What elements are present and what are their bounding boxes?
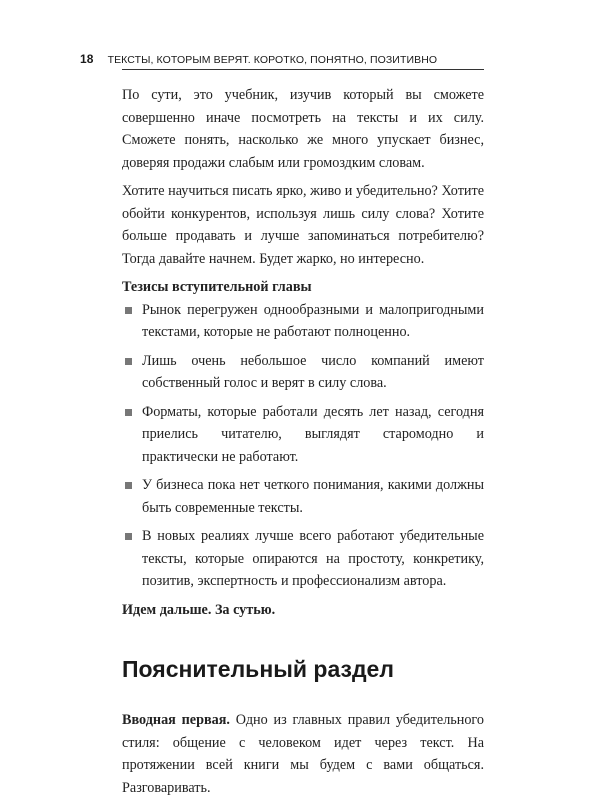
body-paragraph-2: Хотите научиться писать ярко, живо и убедительно? Хотите обойти конкурентов, используя лишь силу слова? Хотите больше продавать и лучше запоминаться потребителю? Тогда давайте начнем. Будет жарко, но интересно. [122,183,484,267]
header-rule [122,69,484,70]
list-item-text: В новых реалиях лучше всего работают убедительные тексты, которые опираются на простоту, конкретику, позитив, экспертность и профессионализм автора. [142,528,484,589]
running-title: ТЕКСТЫ, КОТОРЫМ ВЕРЯТ. КОРОТКО, ПОНЯТНО, ПОЗИТИВНО [107,54,438,66]
square-bullet-icon [125,409,132,416]
list-item-text: Рынок перегружен однообразными и малопригодными текстами, которые не работают полноценно. [142,301,484,340]
square-bullet-icon [125,358,132,365]
list-item-text: Лишь очень небольшое число компаний имеют собственный голос и верят в силу слова. [142,352,484,391]
theses-list [122,299,484,593]
intro-text: Одно из главных правил убедительного стиля: общение с человеком идет через текст. На протяжении всей книги мы будем с вами общаться. Разговаривать. [122,712,484,796]
list-item [122,350,484,395]
running-header [80,52,482,66]
list-item-text: Форматы, которые работали десять лет назад, сегодня приелись читателю, выглядят старомодно и практически не работают. [142,403,484,465]
list-item [122,474,484,519]
closing-line: Идем дальше. За сутью. [122,601,276,618]
theses-title: Тезисы вступительной главы [122,279,312,295]
section-heading: Пояснительный раздел [122,656,394,682]
body-paragraph-1: По сути, это учебник, изучив который вы сможете совершенно иначе посмотреть на тексты и их силу. Сможете понять, насколько же много упускает бизнес, доверяя продажи слабым или громоздким словам. [122,87,484,171]
list-item [122,299,484,344]
intro-paragraph [122,709,484,799]
page-number: 18 [80,52,94,66]
list-item-text: У бизнеса пока нет четкого понимания, какими должны быть современные тексты. [142,477,484,516]
page-content [122,84,484,799]
list-item [122,525,484,593]
square-bullet-icon [125,307,132,314]
square-bullet-icon [125,533,132,540]
square-bullet-icon [125,482,132,489]
list-item [122,401,484,469]
intro-lead: Вводная первая. [122,712,230,728]
